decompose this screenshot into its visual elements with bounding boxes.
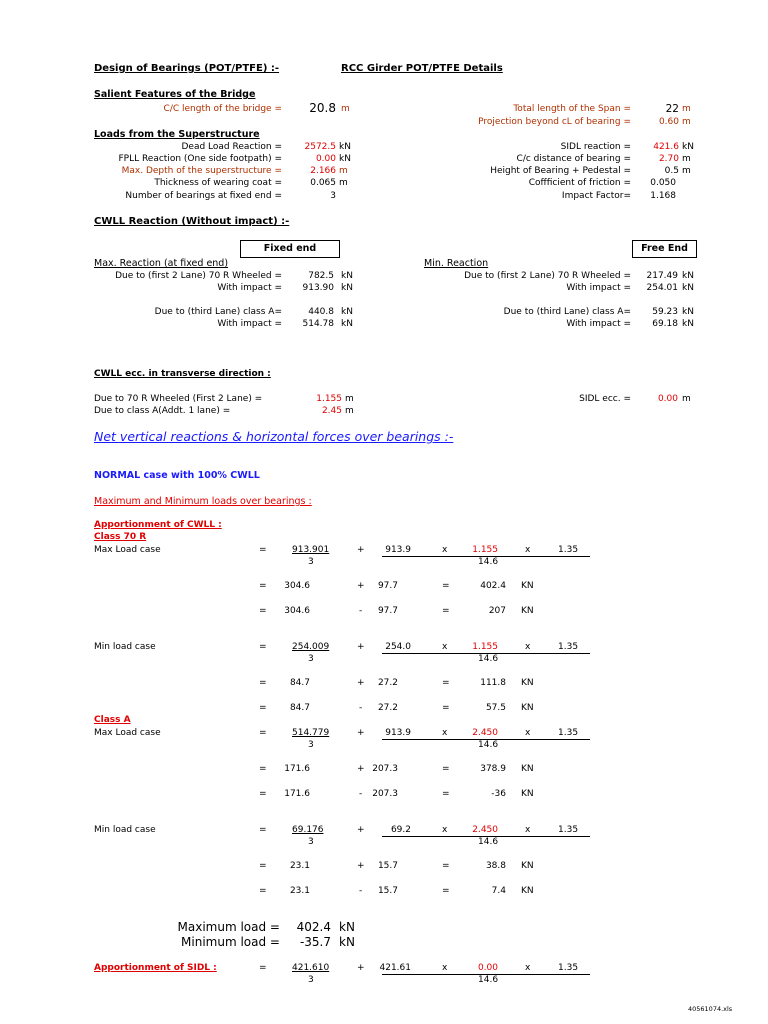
min-70r-impact-value: 254.01 <box>646 283 678 293</box>
min-70r-impact-label: With impact = <box>566 283 631 293</box>
loads-heading: Loads from the Superstructure <box>94 129 260 140</box>
result-value: 7.4 <box>491 886 506 896</box>
ecc-classa-value: 2.45 <box>321 406 342 416</box>
max-70r-label: Due to (first 2 Lane) 70 R Wheeled = <box>115 271 282 281</box>
min-load-unit: kN <box>339 935 355 949</box>
max-70r-impact-unit: kN <box>341 283 353 293</box>
depth-unit: m <box>339 166 348 176</box>
friction-value: 0.050 <box>650 178 676 188</box>
equals-sign: = <box>259 764 267 774</box>
equals-sign: = <box>259 545 267 555</box>
total-span-unit: m <box>682 104 691 114</box>
factor-value: 1.35 <box>558 825 579 835</box>
sidl-factor: 1.35 <box>558 963 579 973</box>
term-a: 23.1 <box>289 861 310 871</box>
sidl-ecc-factor: 0.00 <box>477 963 498 973</box>
fraction-numerator: 69.176 <box>292 825 324 835</box>
equals-sign: = <box>259 642 267 652</box>
times-sign: x <box>442 728 448 738</box>
min-load-value: -35.7 <box>299 935 331 949</box>
max-70r-value: 782.5 <box>308 271 334 281</box>
fraction-denominator: 3 <box>308 837 314 847</box>
fraction-numerator: 514.779 <box>292 728 330 738</box>
times-sign: x <box>442 642 448 652</box>
depth-label: Max. Depth of the superstructure = <box>121 166 282 176</box>
eccentricity-value: 1.155 <box>472 545 498 555</box>
term-a: 23.1 <box>289 886 310 896</box>
sidl-reaction-label: SIDL reaction = <box>560 142 631 152</box>
apportion-sidl-heading: Apportionment of SIDL : <box>94 963 217 973</box>
impact-factor-value: 1.168 <box>650 191 676 201</box>
term-b: 27.2 <box>377 678 398 688</box>
normal-case-heading: NORMAL case with 100% CWLL <box>94 470 260 481</box>
max-classa-impact-unit: kN <box>341 319 353 329</box>
term-b: 207.3 <box>372 789 398 799</box>
max-classa-unit: kN <box>341 307 353 317</box>
reaction-value: 254.0 <box>385 642 411 652</box>
fraction-denominator: 3 <box>308 740 314 750</box>
fraction-denominator: 3 <box>308 557 314 567</box>
load-case-label: Max Load case <box>94 728 161 738</box>
ecc-70r-value: 1.155 <box>316 394 342 404</box>
free-end-box: Free End <box>632 240 697 258</box>
unit-label: KN <box>521 886 534 896</box>
max-classa-label: Due to (third Lane) class A= <box>154 307 282 317</box>
result-value: 402.4 <box>480 581 506 591</box>
fraction-numerator: 254.009 <box>292 642 330 652</box>
load-case-label: Min load case <box>94 825 156 835</box>
equals-sign: = <box>442 789 450 799</box>
min-classa-value: 59.23 <box>652 307 678 317</box>
max-70r-impact-value: 913.90 <box>302 283 334 293</box>
reaction-value: 913.9 <box>385 728 411 738</box>
term-a: 171.6 <box>284 764 310 774</box>
min-classa-impact-unit: kN <box>682 319 694 329</box>
projection-label: Projection beyond cL of bearing = <box>478 117 631 127</box>
min-classa-impact-value: 69.18 <box>652 319 678 329</box>
times-sign: x <box>442 545 448 555</box>
times-sign: x <box>525 642 531 652</box>
wearing-coat-label: Thickness of wearing coat = <box>154 178 282 188</box>
sidl-reaction-unit: kN <box>682 142 694 152</box>
sidl-divisor: 14.6 <box>478 975 499 985</box>
bearing-distance-unit: m <box>682 154 691 164</box>
cc-length-label: C/C length of the bridge = <box>163 104 282 114</box>
load-case-label: Max Load case <box>94 545 161 555</box>
unit-label: KN <box>521 764 534 774</box>
projection-value: 0.60 <box>658 117 679 127</box>
term-b: 27.2 <box>377 703 398 713</box>
min-70r-label: Due to (first 2 Lane) 70 R Wheeled = <box>464 271 631 281</box>
max-load-value: 402.4 <box>296 920 331 934</box>
minus-sign: - <box>359 606 363 616</box>
equals-sign: = <box>442 581 450 591</box>
ecc-heading: CWLL ecc. in transverse direction : <box>94 369 271 379</box>
min-load-label: Minimum load = <box>181 935 280 949</box>
wearing-coat-unit: m <box>339 178 348 188</box>
num-bearings-label: Number of bearings at fixed end = <box>125 191 282 201</box>
times-sign: x <box>525 825 531 835</box>
fraction-denominator: 3 <box>308 654 314 664</box>
term-b: 15.7 <box>377 886 398 896</box>
maxmin-heading: Maximum and Minimum loads over bearings : <box>94 496 312 507</box>
equals-sign: = <box>259 825 267 835</box>
plus-sign: + <box>357 581 365 591</box>
min-classa-label: Due to (third Lane) class A= <box>503 307 631 317</box>
page-title: Design of Bearings (POT/PTFE) :- <box>94 63 280 74</box>
total-span-value: 22 <box>665 103 679 115</box>
fpll-label: FPLL Reaction (One side footpath) = <box>118 154 282 164</box>
bearing-height-value: 0.5 <box>664 166 679 176</box>
unit-label: KN <box>521 606 534 616</box>
result-value: 378.9 <box>480 764 506 774</box>
sidl-ecc-value: 0.00 <box>657 394 678 404</box>
eccentricity-value: 1.155 <box>472 642 498 652</box>
result-value: 38.8 <box>485 861 506 871</box>
sidl-plus: + <box>357 963 365 973</box>
equals-sign: = <box>442 678 450 688</box>
equals-sign: = <box>259 861 267 871</box>
max-reaction-label: Max. Reaction (at fixed end) <box>94 258 229 269</box>
factor-value: 1.35 <box>558 545 579 555</box>
reaction-value: 69.2 <box>390 825 411 835</box>
ecc-classa-unit: m <box>345 406 354 416</box>
equals-sign: = <box>259 581 267 591</box>
net-reactions-heading: Net vertical reactions & horizontal forces over bearings :- <box>94 429 454 444</box>
sidl-times2: x <box>525 963 531 973</box>
fpll-value: 0.00 <box>315 154 336 164</box>
sidl-ecc-unit: m <box>682 394 691 404</box>
fraction-divisor: 14.6 <box>478 740 499 750</box>
projection-unit: m <box>682 117 691 127</box>
factor-value: 1.35 <box>558 728 579 738</box>
cc-length-unit: m <box>341 104 350 114</box>
plus-sign: + <box>357 545 365 555</box>
equals-sign: = <box>442 703 450 713</box>
max-70r-impact-label: With impact = <box>217 283 282 293</box>
footer-filename: 40561074.xls <box>688 1005 733 1013</box>
salient-heading: Salient Features of the Bridge <box>94 89 256 100</box>
result-value: 111.8 <box>480 678 506 688</box>
fraction-numerator: 913.901 <box>292 545 330 555</box>
sidl-reaction-value: 421.6 <box>653 142 679 152</box>
min-70r-impact-unit: kN <box>682 283 694 293</box>
max-classa-value: 440.8 <box>308 307 334 317</box>
sidl-b: 421.61 <box>379 963 411 973</box>
result-value: 207 <box>488 606 506 616</box>
dead-load-label: Dead Load Reaction = <box>181 142 282 152</box>
factor-value: 1.35 <box>558 642 579 652</box>
equals-sign: = <box>259 678 267 688</box>
min-reaction-label: Min. Reaction <box>424 258 489 269</box>
load-case-label: Min load case <box>94 642 156 652</box>
times-sign: x <box>525 728 531 738</box>
depth-value: 2.166 <box>310 166 336 176</box>
bearing-distance-value: 2.70 <box>658 154 679 164</box>
term-b: 97.7 <box>377 581 398 591</box>
min-classa-impact-label: With impact = <box>566 319 631 329</box>
plus-sign: + <box>357 642 365 652</box>
min-70r-value: 217.49 <box>646 271 678 281</box>
wearing-coat-value: 0.065 <box>310 178 336 188</box>
bearing-height-unit: m <box>682 166 691 176</box>
result-value: 57.5 <box>485 703 506 713</box>
ecc-70r-unit: m <box>345 394 354 404</box>
term-a: 171.6 <box>284 789 310 799</box>
sidl-numerator: 421.610 <box>292 963 330 973</box>
sidl-ecc-label: SIDL ecc. = <box>579 394 631 404</box>
classa-heading: Class A <box>94 715 131 725</box>
unit-label: KN <box>521 861 534 871</box>
eccentricity-value: 2.450 <box>472 728 498 738</box>
sidl-times1: x <box>442 963 448 973</box>
friction-label: Coffficient of friction = <box>528 178 631 188</box>
max-classa-impact-value: 514.78 <box>302 319 334 329</box>
unit-label: KN <box>521 678 534 688</box>
equals-sign: = <box>442 861 450 871</box>
class70r-heading: Class 70 R <box>94 532 147 542</box>
min-70r-unit: kN <box>682 271 694 281</box>
term-a: 84.7 <box>289 678 310 688</box>
term-b: 97.7 <box>377 606 398 616</box>
fixed-end-box: Fixed end <box>240 240 340 258</box>
dead-load-unit: kN <box>339 142 351 152</box>
unit-label: KN <box>521 703 534 713</box>
ecc-70r-label: Due to 70 R Wheeled (First 2 Lane) = <box>94 394 263 404</box>
impact-factor-label: Impact Factor= <box>561 191 631 201</box>
total-span-label: Total length of the Span = <box>513 104 631 114</box>
dead-load-value: 2572.5 <box>304 142 336 152</box>
equals-sign: = <box>259 728 267 738</box>
minus-sign: - <box>359 703 363 713</box>
num-bearings-value: 3 <box>330 191 336 201</box>
equals-sign: = <box>442 606 450 616</box>
term-b: 15.7 <box>377 861 398 871</box>
sidl-denominator: 3 <box>308 975 314 985</box>
term-a: 304.6 <box>284 606 310 616</box>
plus-sign: + <box>357 861 365 871</box>
cc-length-value: 20.8 <box>309 101 336 115</box>
page-subtitle: RCC Girder POT/PTFE Details <box>341 63 503 74</box>
plus-sign: + <box>357 728 365 738</box>
minus-sign: - <box>359 886 363 896</box>
reaction-value: 913.9 <box>385 545 411 555</box>
bearing-height-label: Height of Bearing + Pedestal = <box>490 166 631 176</box>
equals-sign: = <box>259 789 267 799</box>
times-sign: x <box>442 825 448 835</box>
sidl-eq: = <box>259 963 267 973</box>
apportion-cwll-heading: Apportionment of CWLL : <box>94 520 222 530</box>
unit-label: KN <box>521 789 534 799</box>
equals-sign: = <box>259 606 267 616</box>
fraction-divisor: 14.6 <box>478 557 499 567</box>
term-a: 304.6 <box>284 581 310 591</box>
max-load-unit: kN <box>339 920 355 934</box>
minus-sign: - <box>359 789 363 799</box>
cwll-heading: CWLL Reaction (Without impact) :- <box>94 216 290 227</box>
equals-sign: = <box>442 764 450 774</box>
ecc-classa-label: Due to class A(Addt. 1 lane) = <box>94 406 231 416</box>
max-70r-unit: kN <box>341 271 353 281</box>
plus-sign: + <box>357 678 365 688</box>
bearing-distance-label: C/c distance of bearing = <box>516 154 631 164</box>
fraction-divisor: 14.6 <box>478 837 499 847</box>
unit-label: KN <box>521 581 534 591</box>
fraction-divisor: 14.6 <box>478 654 499 664</box>
fpll-unit: kN <box>339 154 351 164</box>
equals-sign: = <box>442 886 450 896</box>
term-b: 207.3 <box>372 764 398 774</box>
equals-sign: = <box>259 886 267 896</box>
plus-sign: + <box>357 825 365 835</box>
term-a: 84.7 <box>289 703 310 713</box>
max-classa-impact-label: With impact = <box>217 319 282 329</box>
equals-sign: = <box>259 703 267 713</box>
result-value: -36 <box>491 789 506 799</box>
min-classa-unit: kN <box>682 307 694 317</box>
max-load-label: Maximum load = <box>177 920 280 934</box>
eccentricity-value: 2.450 <box>472 825 498 835</box>
plus-sign: + <box>357 764 365 774</box>
times-sign: x <box>525 545 531 555</box>
